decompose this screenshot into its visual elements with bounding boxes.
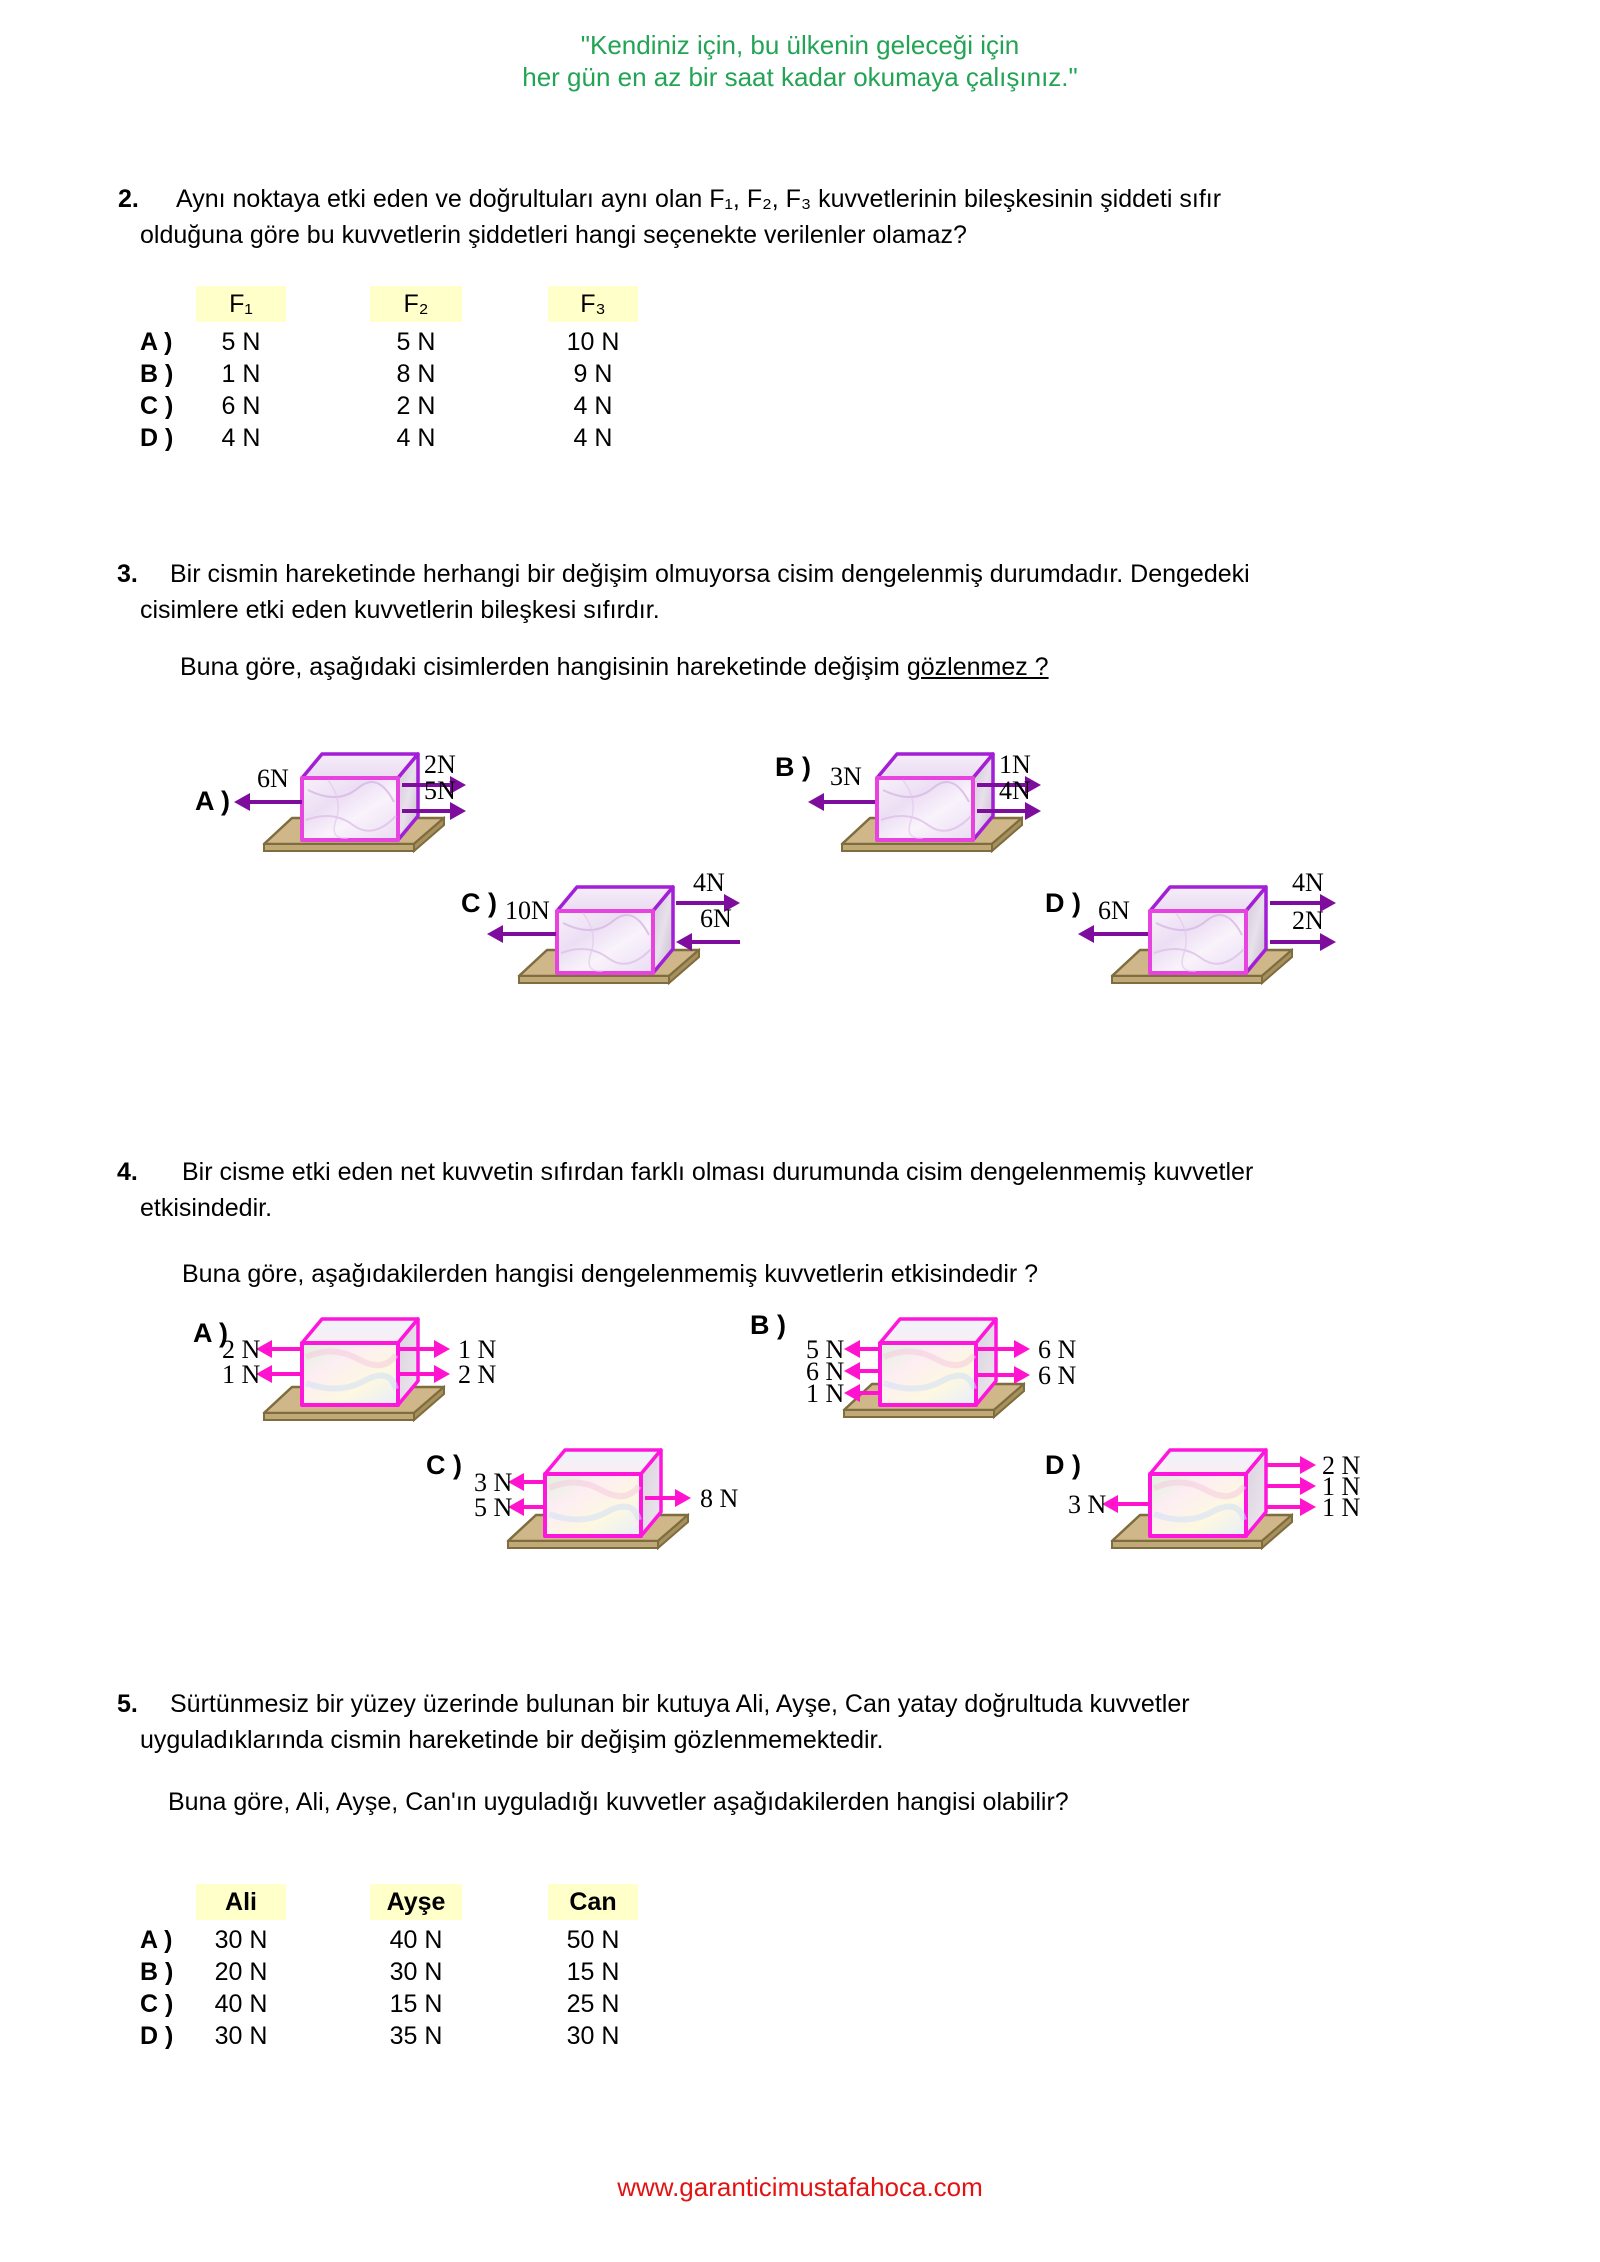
force-label: 2N bbox=[424, 750, 456, 779]
option-letter: C ) bbox=[140, 1990, 174, 2018]
option-letter: B ) bbox=[750, 1310, 786, 1340]
question-text-line2: olduğuna göre bu kuvvetlerin şiddetleri hangi seçenekte verilenler olamaz? bbox=[140, 221, 967, 249]
marble-box bbox=[298, 750, 422, 844]
force-arrow-left bbox=[256, 1365, 302, 1383]
q5-col-header-can: Can bbox=[548, 1884, 638, 1920]
force-arrow-left bbox=[508, 1498, 545, 1516]
force-label: 4N bbox=[999, 776, 1031, 805]
force-label: 6N bbox=[1098, 896, 1130, 925]
option-letter: D ) bbox=[140, 424, 174, 452]
question-text-line1: Bir cismin hareketinde herhangi bir değişim olmuyorsa cisim dengelenmiş durumdadır. Dengedeki bbox=[170, 560, 1250, 588]
table-cell: 30 N bbox=[214, 1926, 268, 1954]
force-arrow-left bbox=[808, 793, 875, 811]
force-arrow-left bbox=[1078, 925, 1148, 943]
table-cell: 2 N bbox=[396, 392, 436, 420]
question-text-line2: etkisindedir. bbox=[140, 1194, 273, 1222]
marble-box bbox=[873, 750, 997, 844]
force-label: 10N bbox=[505, 896, 550, 925]
force-label: 5 N bbox=[806, 1335, 845, 1364]
force-label: 6 N bbox=[806, 1357, 845, 1386]
marble-box bbox=[1146, 883, 1270, 977]
table-cell: 25 N bbox=[566, 1990, 620, 2018]
q2-col-header-f3: F₃ bbox=[548, 286, 638, 322]
question-number: 5. bbox=[117, 1690, 138, 1718]
force-arrow-left bbox=[487, 925, 556, 943]
force-arrow-right bbox=[978, 1340, 1030, 1358]
force-label: 3N bbox=[830, 762, 862, 791]
force-arrow-pointing-left bbox=[676, 933, 740, 951]
q2-col-header-f1: F₁ bbox=[196, 286, 286, 322]
force-label: 4N bbox=[1292, 868, 1324, 897]
option-letter: B ) bbox=[140, 360, 174, 388]
force-arrow-left bbox=[234, 793, 302, 811]
force-label: 2N bbox=[1292, 906, 1324, 935]
option-letter: A ) bbox=[195, 786, 230, 816]
force-label: 5N bbox=[424, 776, 456, 805]
force-label: 5 N bbox=[474, 1493, 513, 1522]
option-letter: C ) bbox=[140, 392, 174, 420]
question-prompt: Buna göre, aşağıdaki cisimlerden hangisinin hareketinde değişim gözlenmez ? bbox=[180, 653, 1049, 681]
question-text-line1: Aynı noktaya etki eden ve doğrultuları aynı olan F₁, F₂, F₃ kuvvetlerinin bileşkesinin şiddeti sıfır bbox=[176, 185, 1222, 213]
option-letter: A ) bbox=[140, 1926, 173, 1954]
pastel-box bbox=[876, 1315, 1000, 1409]
force-arrow-left bbox=[844, 1362, 880, 1380]
option-letter: C ) bbox=[461, 888, 497, 918]
question-number: 2. bbox=[118, 185, 139, 213]
force-arrow-left bbox=[1102, 1495, 1150, 1513]
force-label: 8 N bbox=[700, 1484, 739, 1513]
table-cell: 35 N bbox=[389, 2022, 443, 2050]
question-number: 4. bbox=[117, 1158, 138, 1186]
table-cell: 30 N bbox=[389, 1958, 443, 1986]
force-label: 1 N bbox=[1322, 1472, 1361, 1501]
table-cell: 4 N bbox=[396, 424, 436, 452]
question-text-line2: cisimlere etki eden kuvvetlerin bileşkesi sıfırdır. bbox=[140, 596, 660, 624]
table-cell: 15 N bbox=[566, 1958, 620, 1986]
option-letter: C ) bbox=[426, 1450, 462, 1480]
option-letter: A ) bbox=[140, 328, 173, 356]
force-label: 6 N bbox=[1038, 1335, 1077, 1364]
force-arrow-left bbox=[844, 1340, 880, 1358]
force-label: 6N bbox=[700, 904, 732, 933]
force-label: 6N bbox=[257, 764, 289, 793]
q2-col-header-f2: F₂ bbox=[370, 286, 462, 322]
table-cell: 30 N bbox=[566, 2022, 620, 2050]
force-arrow-left bbox=[256, 1340, 302, 1358]
force-arrow-right bbox=[400, 1365, 450, 1383]
question-prompt: Buna göre, Ali, Ayşe, Can'ın uyguladığı kuvvetler aşağıdakilerden hangisi olabilir? bbox=[168, 1788, 1069, 1816]
table-cell: 1 N bbox=[221, 360, 261, 388]
question-text-line1: Bir cisme etki eden net kuvvetin sıfırdan farklı olması durumunda cisim dengelenmemiş kuvvetler bbox=[182, 1158, 1254, 1186]
force-label: 2 N bbox=[222, 1335, 261, 1364]
force-label: 2 N bbox=[1322, 1451, 1361, 1480]
marble-box bbox=[553, 883, 677, 977]
force-arrow-left bbox=[508, 1473, 545, 1491]
force-arrow-right bbox=[1266, 1477, 1316, 1495]
force-arrow-right bbox=[1266, 1456, 1316, 1474]
question-prompt: Buna göre, aşağıdakilerden hangisi dengelenmemiş kuvvetlerin etkisindedir ? bbox=[182, 1260, 1039, 1288]
option-letter: D ) bbox=[1045, 1450, 1081, 1480]
option-letter: B ) bbox=[140, 1958, 174, 1986]
table-cell: 8 N bbox=[396, 360, 436, 388]
table-cell: 5 N bbox=[396, 328, 436, 356]
table-cell: 6 N bbox=[221, 392, 261, 420]
table-cell: 4 N bbox=[573, 392, 613, 420]
table-cell: 40 N bbox=[389, 1926, 443, 1954]
q5-col-header-ali: Ali bbox=[196, 1884, 286, 1920]
table-cell: 30 N bbox=[214, 2022, 268, 2050]
force-label: 4N bbox=[693, 868, 725, 897]
table-cell: 4 N bbox=[573, 424, 613, 452]
q5-col-header-ayse: Ayşe bbox=[370, 1884, 462, 1920]
option-letter: B ) bbox=[775, 752, 811, 782]
force-label: 1 N bbox=[806, 1379, 845, 1408]
force-label: 1 N bbox=[1322, 1493, 1361, 1522]
force-label: 2 N bbox=[458, 1360, 497, 1389]
header-quote-line1: "Kendiniz için, bu ülkenin geleceği için bbox=[580, 30, 1020, 60]
question-text-line2: uyguladıklarında cismin hareketinde bir değişim gözlenmemektedir. bbox=[140, 1726, 884, 1754]
option-letter: D ) bbox=[140, 2022, 174, 2050]
footer-url: www.garanticimustafahoca.com bbox=[617, 2172, 983, 2202]
force-label: 3 N bbox=[1068, 1490, 1107, 1519]
table-cell: 10 N bbox=[566, 328, 620, 356]
table-cell: 15 N bbox=[389, 1990, 443, 2018]
table-cell: 20 N bbox=[214, 1958, 268, 1986]
force-arrow-right bbox=[978, 1366, 1030, 1384]
force-arrow-right bbox=[1266, 1498, 1316, 1516]
force-label: 6 N bbox=[1038, 1361, 1077, 1390]
force-label: 1 N bbox=[458, 1335, 497, 1364]
table-cell: 5 N bbox=[221, 328, 261, 356]
header-quote-line2: her gün en az bir saat kadar okumaya çalışınız." bbox=[522, 62, 1078, 92]
table-cell: 50 N bbox=[566, 1926, 620, 1954]
force-arrow-left bbox=[844, 1384, 880, 1402]
option-letter: A ) bbox=[193, 1318, 228, 1348]
force-label: 1N bbox=[999, 750, 1031, 779]
force-arrow-right bbox=[645, 1489, 691, 1507]
table-cell: 9 N bbox=[573, 360, 613, 388]
question-number: 3. bbox=[117, 560, 138, 588]
force-arrow-right bbox=[400, 1340, 450, 1358]
force-label: 3 N bbox=[474, 1468, 513, 1497]
table-cell: 4 N bbox=[221, 424, 261, 452]
table-cell: 40 N bbox=[214, 1990, 268, 2018]
option-letter: D ) bbox=[1045, 888, 1081, 918]
question-text-line1: Sürtünmesiz bir yüzey üzerinde bulunan bir kutuya Ali, Ayşe, Can yatay doğrultuda kuvvetler bbox=[170, 1690, 1190, 1718]
pastel-box bbox=[298, 1315, 422, 1409]
force-label: 1 N bbox=[222, 1360, 261, 1389]
pastel-box bbox=[1146, 1446, 1270, 1540]
